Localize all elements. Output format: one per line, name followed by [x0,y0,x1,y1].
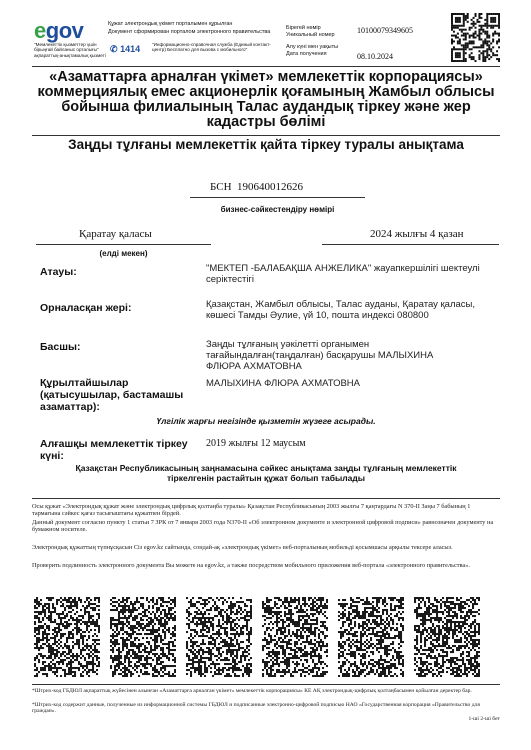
bin-caption: бизнес-сәйкестендіру нөмірі [220,205,335,214]
first-reg-value: 2019 жылғы 12 маусым [206,438,306,449]
title-divider [32,135,500,136]
barcode-block-1 [34,597,100,677]
reg-number: 10100079349605 [357,26,413,35]
place-caption: (елді мекен) [99,249,148,258]
date-underline [322,244,499,245]
charter-note: Үлгілік жарғы негізінде қызметін жүзеге асырады. [156,416,376,426]
head-label: Басшы: [40,341,81,353]
first-reg-label: Алғашқы мемлекеттік тіркеу күні: [40,438,188,462]
barcode-block-5 [338,597,404,677]
barcode-block-2 [110,597,176,677]
issue-date: 2024 жылғы 4 қазан [370,228,464,240]
bin-line: БСН 190640012626 [210,181,304,193]
verify-note-ru: Проверить подлинность электронного документа Вы можете на egov.kz, а также посредством мобильного приложения веб-портала «электронного правительства». [32,562,470,569]
footer-statement: Қазақстан Республикасының заңнамасына сәйкес анықтама заңды тұлғаның мемлекеттік тіркелгенін растайтын құжат болып табылады [75,463,457,483]
receipt-date: 08.10.2024 [357,52,393,61]
legal-note-ru: Данный документ согласно пункту 1 статьи 7 ЗРК от 7 января 2003 года N370-II «Об электронном документе и электронной цифровой подписи» равнозначен документу на бумажном носителе. [32,519,494,534]
barcode-block-4 [262,597,328,677]
verify-note-kz: Электрондық құжаттың түпнұсқасын Сіз egov.kz сайтында, сондай-ақ «электрондық үкімет» веб-порталының мобильді қосымшасы арқылы тексере аласыз. [32,544,453,551]
org-title: «Азаматтарға арналған үкімет» мемлекеттік корпорациясы» коммерциялық емес акционерлік қоғамының Жамбыл облысы бойынша филиалының Талас аудандық тіркеу және жер кадастры бөлімі [37,69,495,130]
phone-icon: ✆ [110,44,118,54]
founders-label: Құрылтайшылар (қатысушылар, бастамашы азаматтар): [40,377,184,413]
bin-underline [190,197,365,198]
barcode-block-6 [414,597,480,677]
portal-caption-ru: Документ сформирован порталом электронного правительства [108,29,271,35]
reg-number-label-kz: Бірегей нөмір [286,25,321,31]
name-label: Атауы: [40,266,77,278]
barcode-note-kz: *Штрих-код ГБДЮЛ ақпараттық жүйесінен алынған «Азаматтарға арналған үкімет» мемлекеттік корпорациясы» КЕ АҚ электрондық-цифрлық қолтаңбасымен қойылған деректер бар. [32,688,472,694]
barcode-block-3 [186,597,252,677]
founders-value: МАЛЫХИНА ФЛЮРА АХМАТОВНА [206,378,360,389]
location-value: Қазақстан, Жамбыл облысы, Талас ауданы, Қаратау қаласы, көшесі Тамды Әулие, үй 10, пошта индексі 080800 [206,299,476,321]
barcode-note-ru: *Штрих-код содержит данные, полученные из информационной системы ГБДЮЛ и подписанные электронно-цифровой подписью НАО «Государственная корпорация «Правительство для граждан». [32,702,480,715]
contact-center-kz: "Мемлекеттік қызметтер үшін бірыңғай байланыс орталығы" ақпараттық-анықтамалық қызметі [34,42,106,58]
portal-caption-kz: Құжат электрондық үкімет порталымен құрылған [108,21,233,27]
hotline: ✆ 1414 [110,44,141,54]
footer-divider [32,684,500,685]
place-underline [36,244,211,245]
date-label-ru: Дата получения [286,51,327,57]
legal-note-kz: Осы құжат «Электрондық құжат және электрондық цифрлық қолтаңба туралы» Қазақстан Республикасының 2003 жылғы 7 қаңтардағы N 370-II Заңы 7 бабының 1 тармағына сәйкес қағаз тасығыштағы құжатпен бірдей. [32,503,471,518]
header-divider [32,66,500,67]
place: Қаратау қаласы [79,228,152,240]
contact-center-ru: "Информационно-справочная служба (Единый контакт-центр) Бесплатно для вызова с мобильного" [152,42,271,53]
name-value: "МЕКТЕП -БАЛАБАҚША АНЖЕЛИКА" жауапкершілігі шектеулі серіктестігі [206,263,480,285]
qr-code [451,13,500,62]
reg-number-label-ru: Уникальный номер [286,32,335,38]
page-number: 1-ші 2-ші бет [468,716,500,722]
doc-title: Заңды тұлғаны мемлекеттік қайта тіркеу туралы анықтама [68,137,464,152]
egov-logo: egov [34,18,84,43]
location-label: Орналасқан жері: [40,302,132,314]
body-divider [32,498,500,499]
head-value: Заңды тұлғаның уәкілетті органымен тағайындалған(таңдалған) басқарушы МАЛЫХИНА ФЛЮРА АХМАТОВНА [206,339,434,372]
date-label-kz: Алу күні мен уақыты [286,44,339,50]
signature-barcode [34,595,500,678]
